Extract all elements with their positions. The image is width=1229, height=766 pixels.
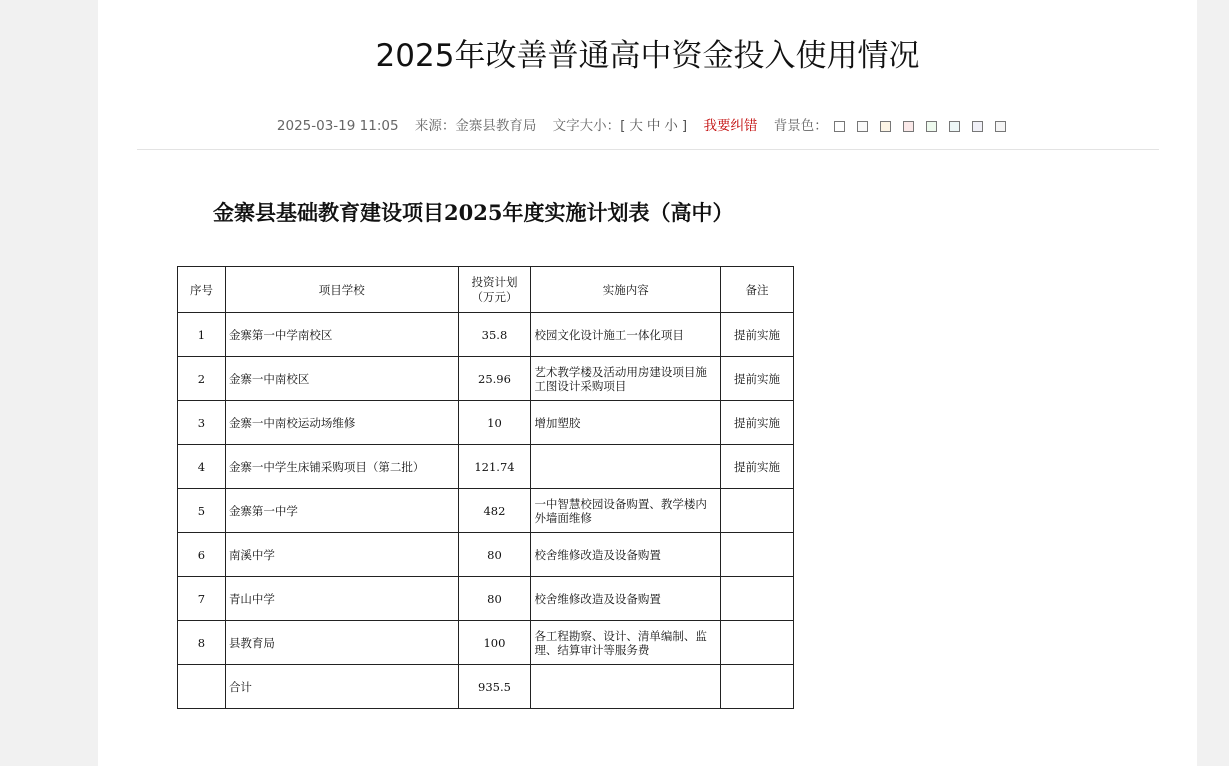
table-row <box>178 533 794 577</box>
table-row <box>178 357 794 401</box>
font-size-control <box>553 118 692 134</box>
row-content: 一中智慧校园设备购置、教学楼内外墙面维修 <box>531 489 721 533</box>
bg-swatch-8[interactable] <box>995 121 1006 132</box>
table-row <box>178 489 794 533</box>
row-note <box>721 533 794 577</box>
table-total-row <box>178 665 794 709</box>
row-amount: 482 <box>458 489 531 533</box>
bg-color-label: 背景色： <box>773 118 828 134</box>
plan-table <box>177 266 794 709</box>
bg-swatch-1[interactable] <box>834 121 845 132</box>
row-no: 7 <box>178 577 226 621</box>
row-content: 艺术教学楼及活动用房建设项目施工图设计采购项目 <box>531 357 721 401</box>
row-no: 8 <box>178 621 226 665</box>
font-size-small-button[interactable]: 小 <box>664 118 678 134</box>
row-content: 校舍维修改造及设备购置 <box>531 577 721 621</box>
row-note <box>721 665 794 709</box>
row-content <box>531 665 721 709</box>
row-school: 青山中学 <box>225 577 458 621</box>
source-label: 来源： <box>414 118 456 134</box>
row-note: 提前实施 <box>721 357 794 401</box>
row-school: 金寨一中南校区 <box>225 357 458 401</box>
bg-swatch-7[interactable] <box>972 121 983 132</box>
article-title: 2025年改善普通高中资金投入使用情况 <box>375 38 920 74</box>
row-amount: 35.8 <box>458 313 531 357</box>
row-no: 2 <box>178 357 226 401</box>
table-row <box>178 621 794 665</box>
font-size-label: 文字大小： <box>552 118 621 134</box>
row-content: 校舍维修改造及设备购置 <box>531 533 721 577</box>
font-size-large-button[interactable]: 大 <box>629 118 643 134</box>
row-no: 5 <box>178 489 226 533</box>
table-row <box>178 445 794 489</box>
header-amount-line2: （万元） <box>471 289 518 304</box>
row-no: 3 <box>178 401 226 445</box>
row-amount: 100 <box>458 621 531 665</box>
publish-date: 2025-03-19 11:05 <box>276 118 399 134</box>
row-no: 1 <box>178 313 226 357</box>
table-row <box>178 401 794 445</box>
header-amount <box>458 267 531 313</box>
row-school: 金寨第一中学 <box>225 489 458 533</box>
table-row <box>178 313 794 357</box>
table-row <box>178 577 794 621</box>
row-content <box>531 445 721 489</box>
bg-color-swatches <box>834 120 1018 136</box>
row-amount: 80 <box>458 533 531 577</box>
article-meta <box>98 114 1197 136</box>
document-heading: 金寨县基础教育建设项目2025年度实施计划表（高中） <box>213 200 734 225</box>
row-note: 提前实施 <box>721 401 794 445</box>
row-no: 6 <box>178 533 226 577</box>
row-content: 各工程勘察、设计、清单编制、监理、结算审计等服务费 <box>531 621 721 665</box>
row-amount: 935.5 <box>458 665 531 709</box>
header-amount-line1: 投资计划 <box>471 274 518 289</box>
row-content: 增加塑胶 <box>531 401 721 445</box>
source-value: 金寨县教育局 <box>455 118 537 134</box>
bg-swatch-3[interactable] <box>880 121 891 132</box>
source-info <box>415 118 541 134</box>
row-amount: 10 <box>458 401 531 445</box>
row-amount: 25.96 <box>458 357 531 401</box>
font-size-medium-button[interactable]: 中 <box>646 118 661 134</box>
row-school: 县教育局 <box>225 621 458 665</box>
meta-divider <box>137 149 1159 150</box>
row-note <box>721 621 794 665</box>
report-error-link[interactable]: 我要纠错 <box>703 118 758 134</box>
row-note <box>721 577 794 621</box>
document-image <box>174 174 838 764</box>
bg-swatch-4[interactable] <box>903 121 914 132</box>
row-school: 金寨第一中学南校区 <box>225 313 458 357</box>
bg-swatch-5[interactable] <box>926 121 937 132</box>
row-note: 提前实施 <box>721 445 794 489</box>
header-no: 序号 <box>178 267 226 313</box>
row-amount: 121.74 <box>458 445 531 489</box>
row-note: 提前实施 <box>721 313 794 357</box>
row-amount: 80 <box>458 577 531 621</box>
row-school: 合计 <box>225 665 458 709</box>
row-content: 校园文化设计施工一体化项目 <box>531 313 721 357</box>
header-amount-text <box>471 275 517 305</box>
bracket-close: ] <box>681 118 688 134</box>
row-note <box>721 489 794 533</box>
header-school: 项目学校 <box>225 267 458 313</box>
row-school: 金寨一中南校运动场维修 <box>225 401 458 445</box>
row-no <box>178 665 226 709</box>
bg-swatch-6[interactable] <box>949 121 960 132</box>
table-header-row <box>178 267 794 313</box>
row-school: 金寨一中学生床铺采购项目（第二批） <box>225 445 458 489</box>
article-page <box>98 0 1197 766</box>
row-school: 南溪中学 <box>225 533 458 577</box>
bg-swatch-2[interactable] <box>857 121 868 132</box>
header-note: 备注 <box>721 267 794 313</box>
row-no: 4 <box>178 445 226 489</box>
header-content: 实施内容 <box>531 267 721 313</box>
bracket-open: [ <box>620 118 626 134</box>
